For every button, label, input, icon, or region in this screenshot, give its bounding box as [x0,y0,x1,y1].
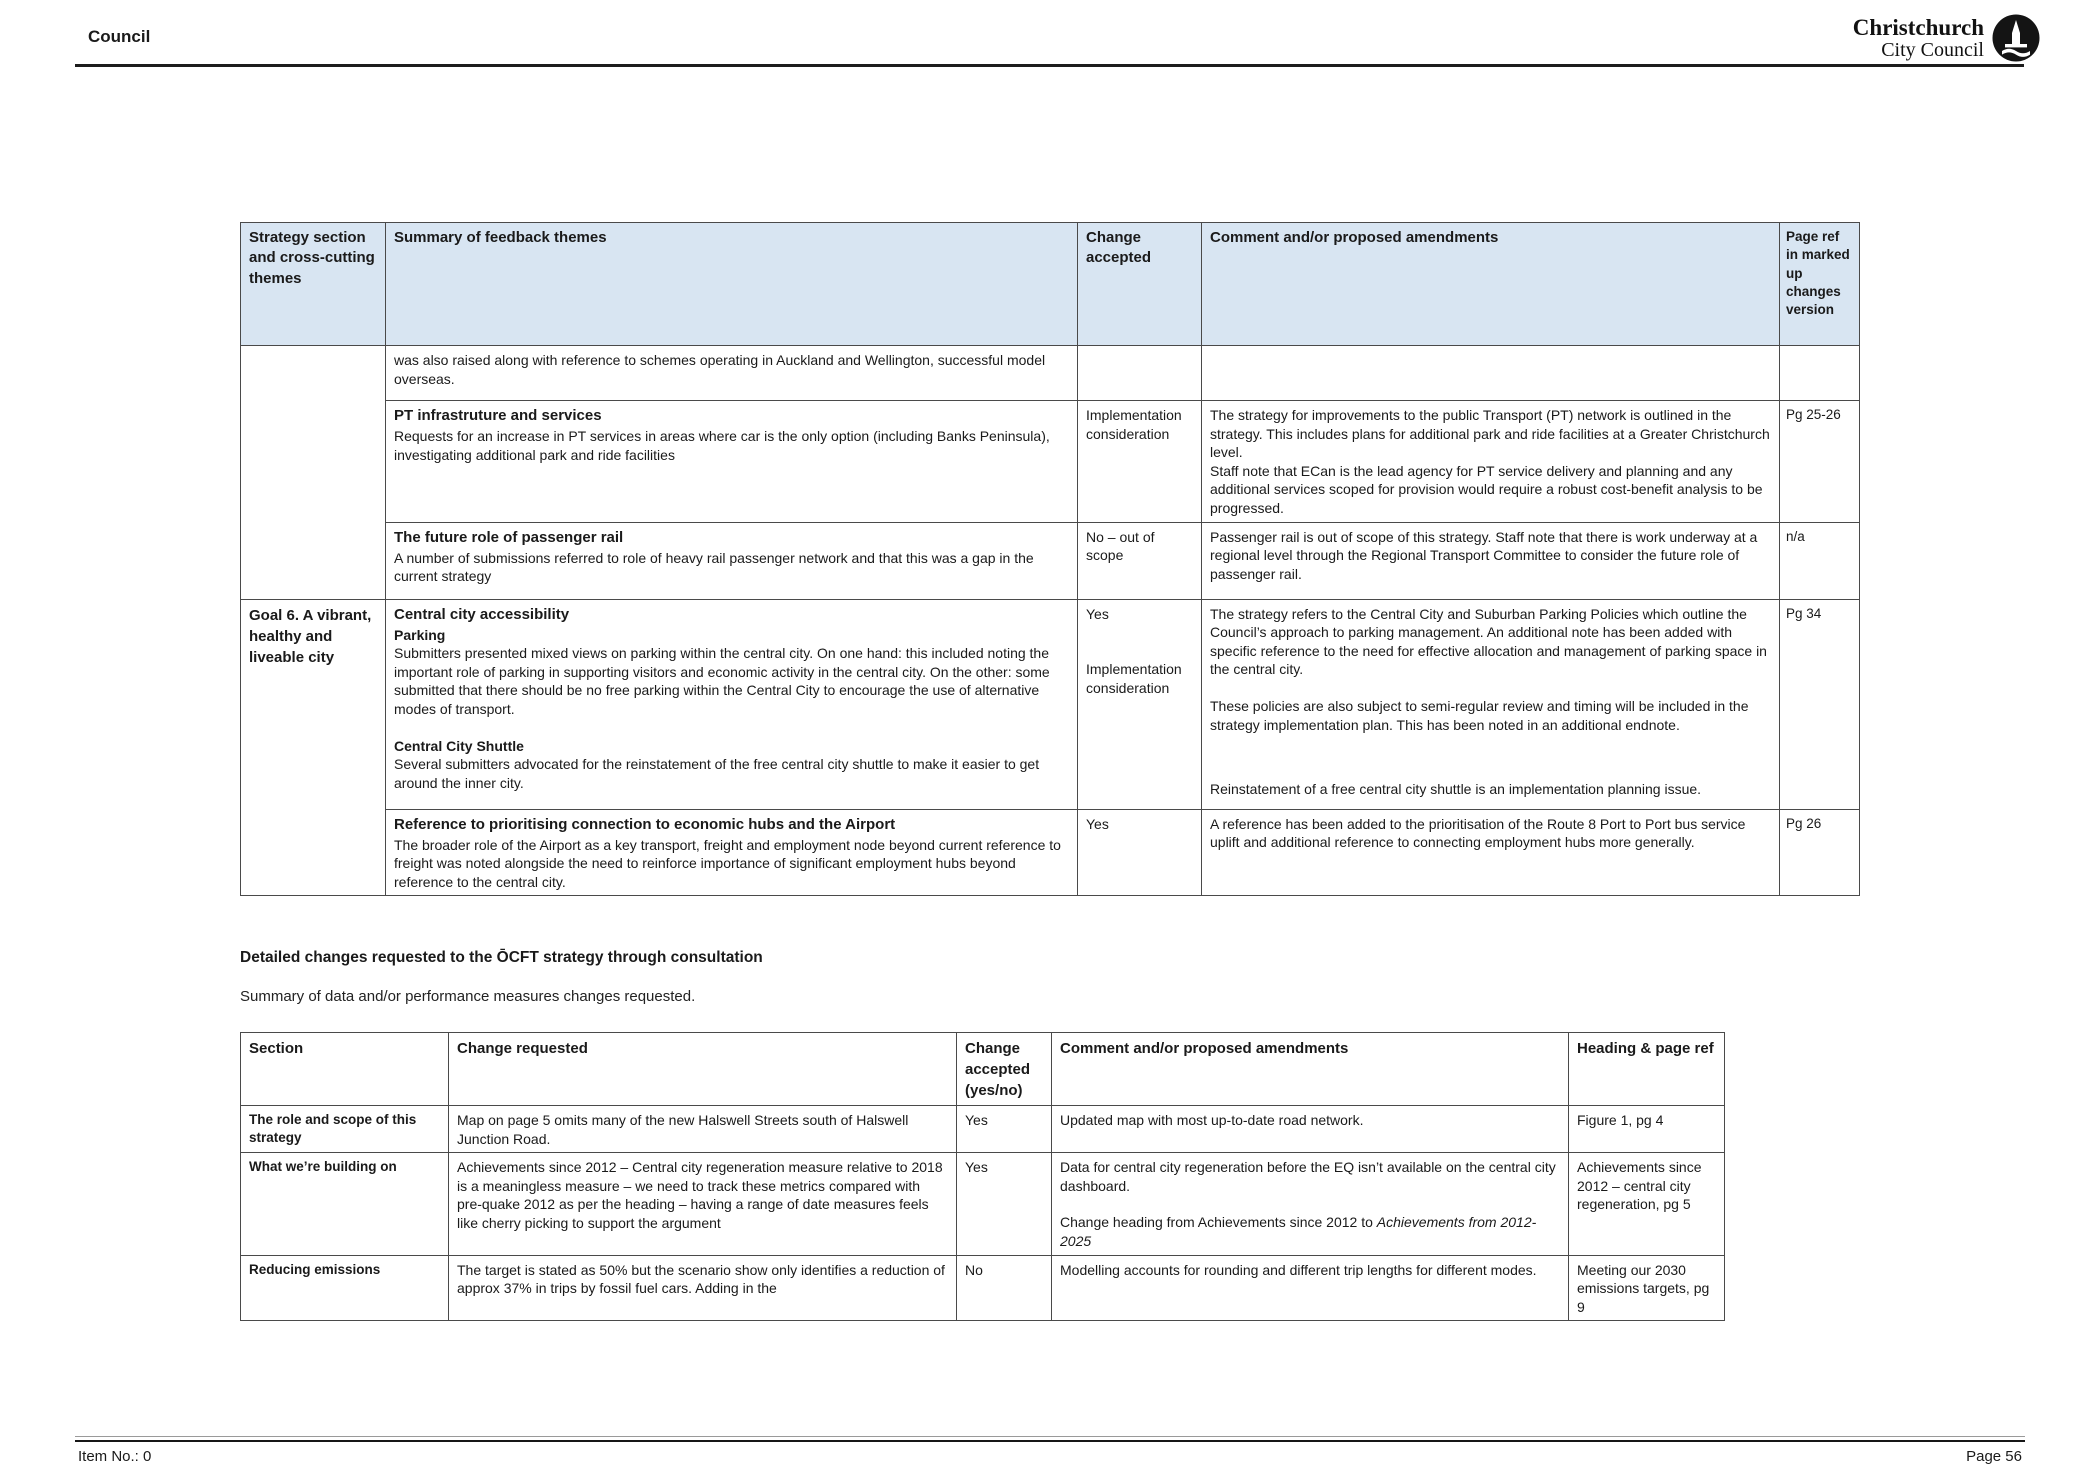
summary-cell [386,401,1078,523]
ccc-logo-line2: City Council [1881,38,1984,61]
col-header-comment: Comment and/or proposed amendments [1052,1033,1569,1106]
footer-rule-thin [75,1436,2025,1437]
change-accepted-cell [1078,522,1202,599]
col-header-summary: Summary of feedback themes [386,223,1078,346]
col-header-change-requested: Change requested [449,1033,957,1106]
summary-cell [386,522,1078,599]
change-accepted-value: Implementation consideration [1086,407,1182,442]
summary-cell [386,599,1078,809]
col-header-section: Section [241,1033,449,1106]
comment-text [1060,1213,1560,1250]
comment-text: Updated map with most up-to-date road network. [1060,1112,1364,1128]
ccc-logo-line1: Christchurch [1852,14,1984,40]
doc-header-title: Council [88,27,151,46]
col-header-strategy-section: Strategy section and cross-cutting themes [241,223,386,346]
table-row [241,401,1860,523]
comment-cell [1202,599,1780,809]
comment-text: Reinstatement of a free central city shuttle is an implementation planning issue. [1210,781,1702,798]
feedback-themes-table [240,222,1860,896]
change-accepted-cell [1078,599,1202,809]
change-requested-cell: Achievements since 2012 – Central city regeneration measure relative to 2018 is a meaningless measure – we need to track these metrics compared with pre-quake 2012 as per the heading – having a range of date measures feels like cherry picking to support the argument [449,1153,957,1255]
summary-cell [386,809,1078,896]
change-accepted-value: No – out of scope [1086,528,1155,564]
section-cell-empty [241,346,386,600]
comment-cell [1202,522,1780,599]
accepted-cell: No [957,1255,1052,1321]
table-row [241,1153,1725,1255]
comment-cell [1202,809,1780,896]
summary-subtitle: Parking [394,626,446,643]
footer-item-number: Item No.: 0 [78,1448,152,1465]
table-row [241,1106,1725,1153]
page-ref-cell: n/a [1780,522,1860,599]
summary-text: A number of submissions referred to role of heavy rail passenger network and that this was a gap in the current strategy [394,549,1034,585]
ccc-logo [1853,14,2040,62]
comment-cell [1052,1153,1569,1255]
col-header-change-accepted: Change accepted [1078,223,1202,346]
summary-title: PT infrastruture and services [394,407,602,424]
comment-text: The strategy refers to the Central City and Suburban Parking Policies which outline the Council’s approach to parking management. An additional note has been added with specific reference to the need for effective allocation and management of parking space in the central city. [1210,605,1767,678]
change-requested-cell: The target is stated as 50% but the scenario show only identifies a reduction of approx 37% in trips by fossil fuel cars. Adding in the [449,1255,957,1321]
change-accepted-cell [1078,401,1202,523]
page-ref-cell [1780,346,1860,401]
summary-text: Requests for an increase in PT services in areas where car is the only option (including Banks Peninsula), investigating additional park and ride facilities [394,427,1050,463]
page-ref-cell: Pg 25-26 [1780,401,1860,523]
change-accepted-value: Yes [1086,815,1109,832]
comment-text: Staff note that ECan is the lead agency for PT service delivery and planning and any additional services scoped for provision would require a robust cost-benefit analysis to be progressed. [1210,462,1763,517]
summary-subtitle: Central City Shuttle [394,737,524,754]
table-row [241,522,1860,599]
header-rule [75,64,2024,67]
section-cell: The role and scope of this strategy [241,1106,449,1153]
page-ref-cell: Pg 26 [1780,809,1860,896]
ccc-cathedral-icon [1992,14,2040,62]
ccc-logo-text [1853,16,1984,61]
summary-text: The broader role of the Airport as a key transport, freight and employment node beyond current reference to freight was noted alongside the need to reinforce importance of significant employment hubs beyond reference to the central city. [394,836,1061,890]
table-row [241,1255,1725,1321]
change-accepted-cell [1078,809,1202,896]
comment-text: Modelling accounts for rounding and different trip lengths for different modes. [1060,1261,1537,1278]
heading-ref-cell: Meeting our 2030 emissions targets, pg 9 [1569,1255,1725,1321]
feedback-table-header-row [241,223,1860,346]
comment-text-italic: Achievements from 2012-2025 [1060,1214,1537,1250]
comment-cell [1202,346,1780,401]
section-cell: What we’re building on [241,1153,449,1255]
table-row [241,599,1860,809]
heading-ref-cell: Figure 1, pg 4 [1569,1106,1725,1153]
col-header-page-ref: Page ref in marked up changes version [1780,223,1860,346]
summary-title: The future role of passenger rail [394,528,624,546]
col-header-heading-page-ref: Heading & page ref [1569,1033,1725,1106]
table-row [241,809,1860,896]
summary-text: Several submitters advocated for the reinstatement of the free central city shuttle to make it easier to get around the inner city. [394,756,1040,791]
changes-table-header-row [241,1033,1725,1106]
change-requested-cell: Map on page 5 omits many of the new Halswell Streets south of Halswell Junction Road. [449,1106,957,1153]
table-row [241,346,1860,401]
detailed-changes-table [240,1032,1725,1321]
summary-title: Central city accessibility [394,605,570,623]
comment-text: The strategy for improvements to the public Transport (PT) network is outlined in the strategy. This includes plans for additional park and ride facilities at a Greater Christchurch level. [1210,407,1770,461]
accepted-cell: Yes [957,1153,1052,1255]
heading-ref-cell: Achievements since 2012 – central city regeneration, pg 5 [1569,1153,1725,1255]
detailed-changes-subheading: Summary of data and/or performance measures changes requested. [240,988,696,1005]
footer-page-number: Page 56 [1966,1448,2022,1465]
comment-text-normal: Change heading from Achievements since 2012 to [1060,1214,1377,1231]
summary-text: Submitters presented mixed views on parking within the central city. On one hand: this included noting the important role of parking in supporting visitors and economic activity in the central city. On the other: some submitted that there should be no free parking within the Central City to encourage the use of alternative modes of transport. [394,645,1050,718]
summary-text: was also raised along with reference to schemes operating in Auckland and Wellington, successful model overseas. [394,352,1046,387]
comment-cell [1202,401,1780,523]
summary-title: Reference to prioritising connection to economic hubs and the Airport [394,815,896,833]
comment-text: These policies are also subject to semi-regular review and timing will be included in the strategy implementation plan. This has been noted in an additional endnote. [1210,698,1749,733]
comment-cell [1052,1255,1569,1321]
change-accepted-cell [1078,346,1202,401]
col-header-comment: Comment and/or proposed amendments [1202,223,1780,346]
col-header-change-accepted-yesno: Change accepted (yes/no) [957,1033,1052,1106]
section-cell: Reducing emissions [241,1255,449,1321]
comment-text: Passenger rail is out of scope of this strategy. Staff note that there is work underway at a regional level through the Regional Transport Committee to consider the future role of passenger rail. [1210,528,1758,582]
comment-cell [1052,1106,1569,1153]
detailed-changes-heading: Detailed changes requested to the ŌCFT strategy through consultation [240,949,763,966]
summary-cell [386,346,1078,401]
comment-text: Data for central city regeneration before the EQ isn’t available on the central city dashboard. [1060,1159,1556,1194]
comment-text: A reference has been added to the prioritisation of the Route 8 Port to Port bus service uplift and additional reference to connecting employment hubs more generally. [1210,815,1746,851]
change-accepted-value: Yes [1086,605,1109,622]
accepted-cell: Yes [957,1106,1052,1153]
page-ref-cell: Pg 34 [1780,599,1860,809]
change-accepted-value: Implementation consideration [1086,661,1182,696]
footer-rule-thick [75,1440,2025,1442]
section-cell-goal6: Goal 6. A vibrant, healthy and liveable city [241,599,386,896]
